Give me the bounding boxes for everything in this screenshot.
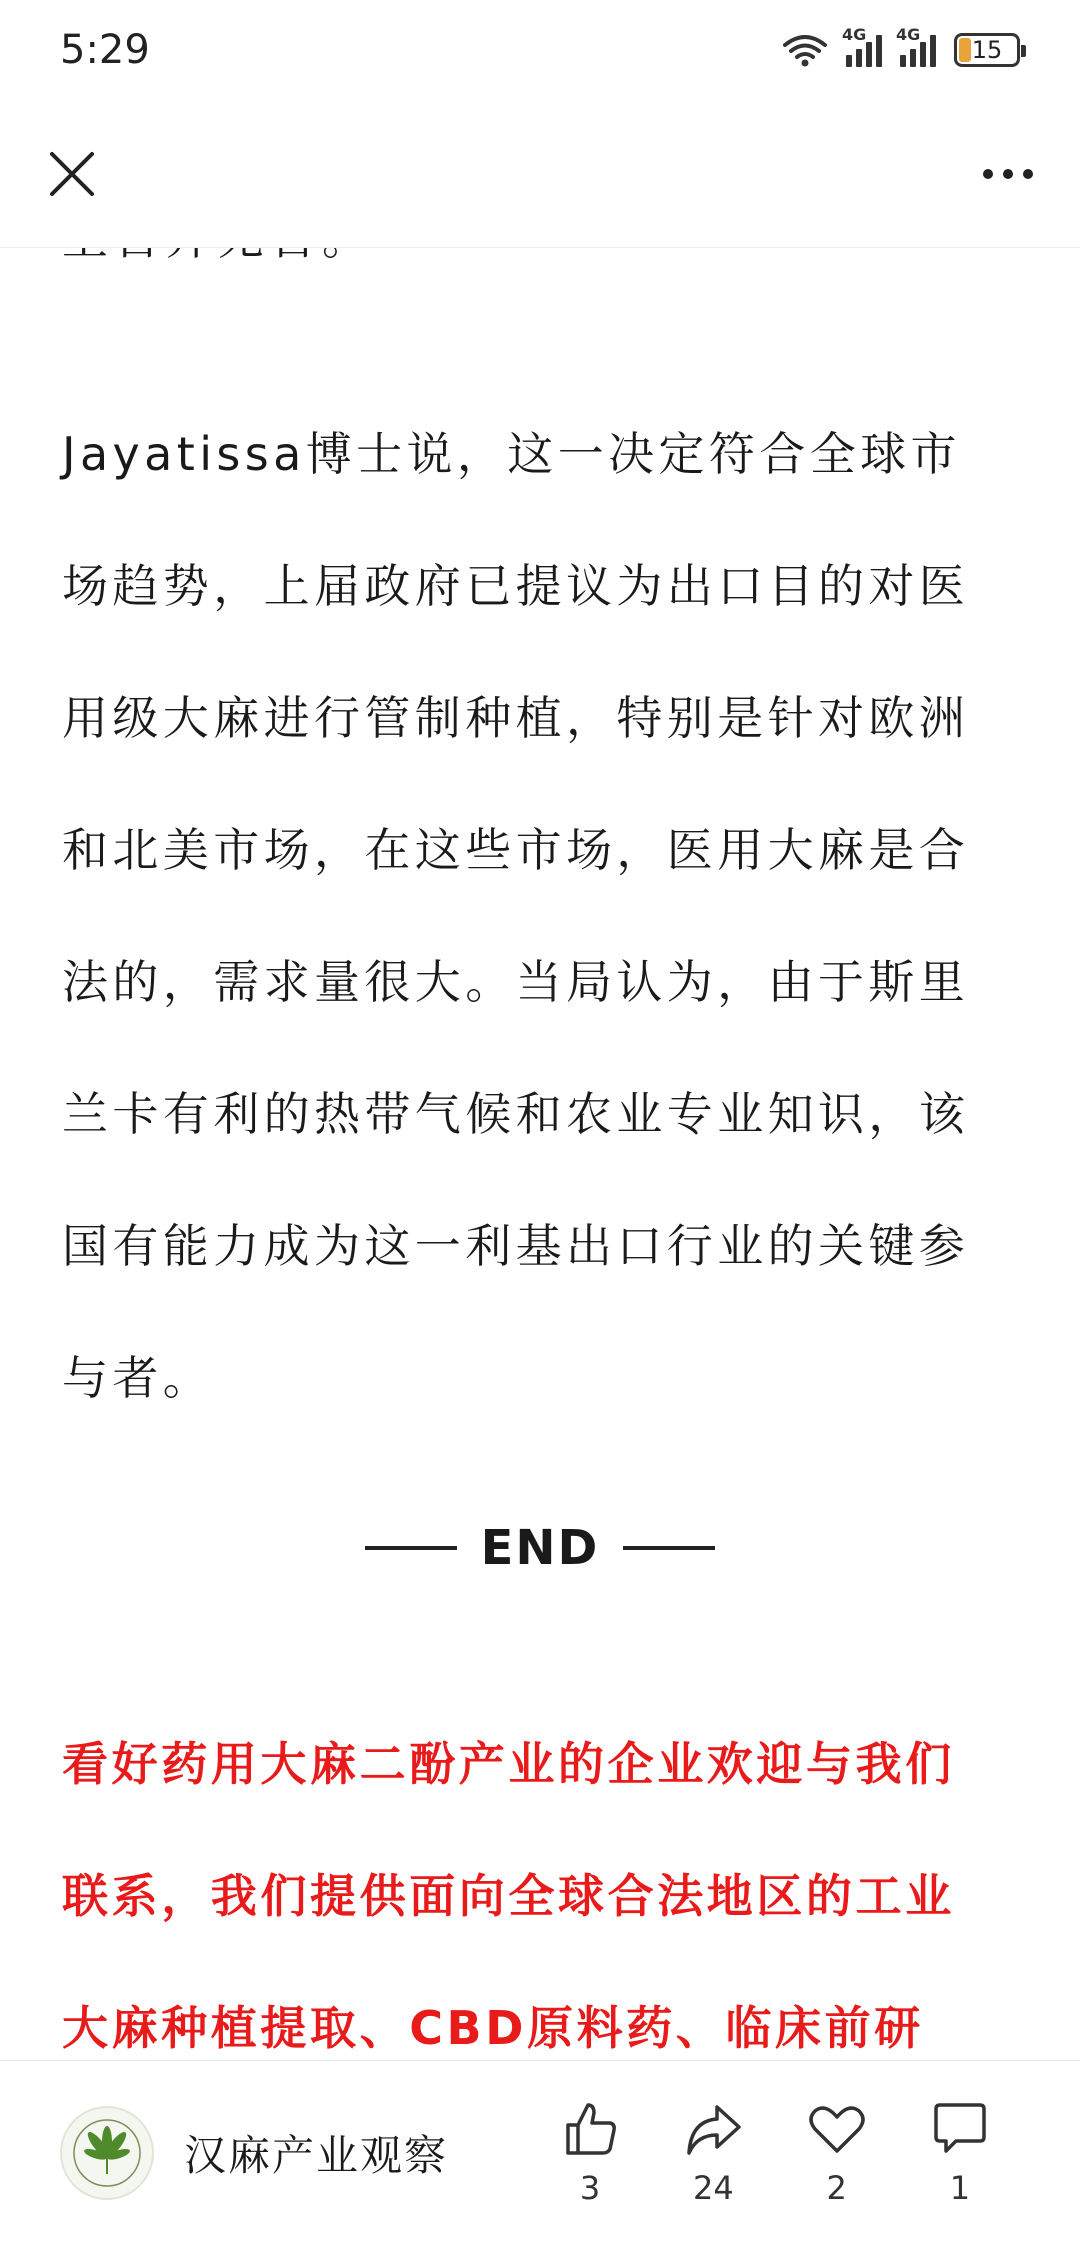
battery-icon bbox=[954, 33, 1020, 67]
signal-icon bbox=[896, 25, 936, 67]
network-type-label: 4G bbox=[842, 25, 867, 44]
share-button[interactable] bbox=[663, 2099, 763, 2207]
paragraph-line: Jayatissa博士说，这一决定符合全球市 bbox=[62, 427, 961, 481]
avatar[interactable] bbox=[60, 2106, 154, 2200]
paragraph-line: 国有能力成为这一利基出口行业的关键参 bbox=[62, 1219, 970, 1273]
paragraph-line: 场趋势，上届政府已提议为出口目的对医 bbox=[62, 559, 970, 613]
share-count: 24 bbox=[692, 2168, 734, 2207]
favorite-button[interactable] bbox=[787, 2099, 887, 2207]
status-icons bbox=[782, 25, 1020, 67]
paragraph-line: 法的，需求量很大。当局认为，由于斯里 bbox=[62, 955, 970, 1009]
paragraph-line: 用级大麻进行管制种植，特别是针对欧洲 bbox=[62, 691, 970, 745]
promo-line: 大麻种植提取、CBD原料药、临床前研 bbox=[62, 2001, 924, 2055]
more-icon bbox=[983, 169, 993, 179]
comment-count: 1 bbox=[949, 2168, 971, 2207]
share-icon bbox=[683, 2099, 743, 2159]
end-divider bbox=[0, 1508, 1080, 1588]
paragraph-line: 兰卡有利的热带气候和农业专业知识，该 bbox=[62, 1087, 970, 1141]
status-bar bbox=[0, 0, 1080, 100]
promo-line: 看好药用大麻二酚产业的企业欢迎与我们 bbox=[62, 1737, 955, 1791]
account-name[interactable]: 汉麻产业观察 bbox=[184, 2130, 449, 2180]
end-label: END bbox=[480, 1520, 600, 1576]
promo-line: 联系，我们提供面向全球合法地区的工业 bbox=[62, 1869, 955, 1923]
promo-paragraph bbox=[62, 1698, 1022, 2094]
favorite-count: 2 bbox=[826, 2168, 847, 2207]
comment-icon bbox=[930, 2099, 990, 2159]
account-info[interactable] bbox=[60, 2106, 540, 2200]
more-button[interactable] bbox=[972, 138, 1044, 210]
heart-icon bbox=[807, 2099, 867, 2159]
article-content[interactable] bbox=[0, 248, 1080, 2060]
top-bar bbox=[0, 100, 1080, 248]
divider-line bbox=[623, 1546, 715, 1550]
close-icon bbox=[48, 150, 96, 198]
close-button[interactable] bbox=[36, 138, 108, 210]
like-count: 3 bbox=[579, 2168, 601, 2207]
network-type-label: 4G bbox=[896, 25, 921, 44]
paragraph-line: 和北美市场，在这些市场，医用大麻是合 bbox=[62, 823, 970, 877]
divider-line bbox=[365, 1546, 457, 1550]
signal-icon bbox=[842, 25, 882, 67]
like-button[interactable] bbox=[540, 2099, 640, 2207]
paragraph-line: 与者。 bbox=[62, 1351, 214, 1405]
action-buttons bbox=[540, 2099, 1020, 2207]
bottom-action-bar bbox=[0, 2060, 1080, 2244]
wifi-icon bbox=[782, 33, 828, 67]
status-time: 5:29 bbox=[60, 27, 150, 73]
article-paragraph bbox=[62, 388, 1022, 1444]
comment-button[interactable] bbox=[910, 2099, 1010, 2207]
cannabis-leaf-logo bbox=[72, 2118, 142, 2188]
thumbs-up-icon bbox=[560, 2099, 620, 2159]
battery-level: 15 bbox=[971, 36, 1003, 64]
